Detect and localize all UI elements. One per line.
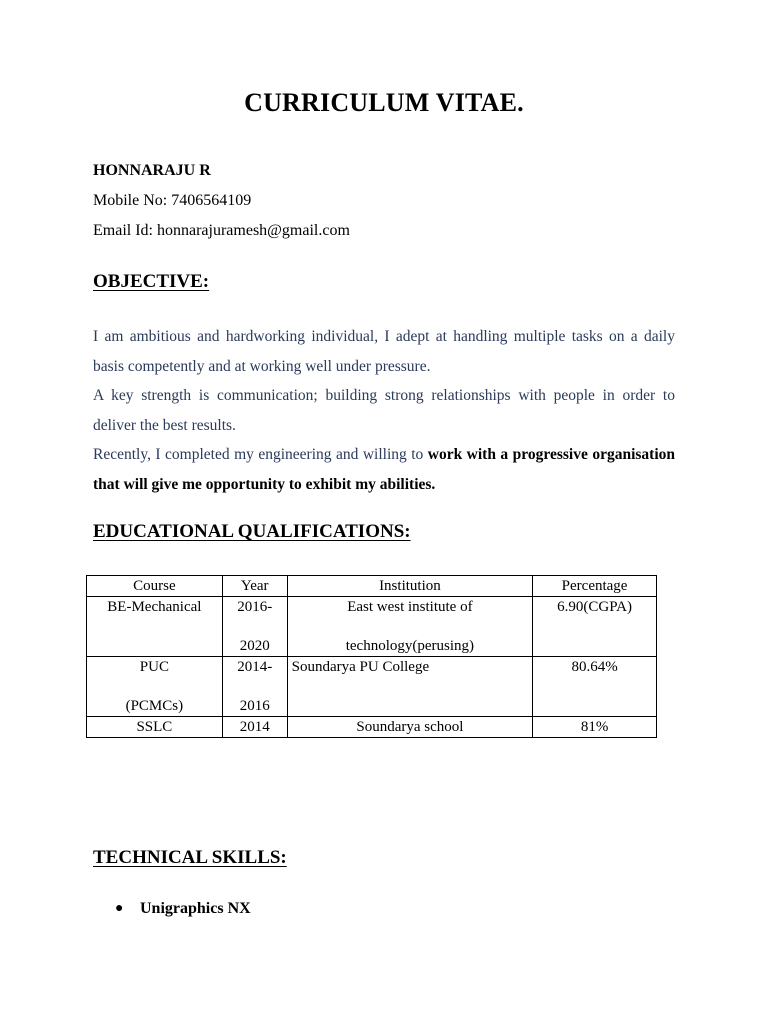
- candidate-name: HONNARAJU R: [93, 162, 211, 179]
- column-header-year: Year: [222, 576, 287, 597]
- table-row: [87, 597, 657, 657]
- year-cell: [222, 717, 287, 738]
- education-table: [86, 575, 657, 738]
- skills-heading: TECHNICAL SKILLS:: [93, 847, 287, 868]
- percentage-value: 80.64%: [571, 659, 618, 675]
- column-header-course: Course: [87, 576, 223, 597]
- table-header-row: [87, 576, 657, 597]
- objective-paragraph-1: I am ambitious and hardworking individual, I adept at handling multiple tasks on a daily basis competently and at working well under pressure.: [93, 328, 675, 375]
- table-row: [87, 657, 657, 717]
- course-cell: [87, 657, 223, 717]
- year-cell: [222, 597, 287, 657]
- percentage-cell: [533, 657, 657, 717]
- skills-list: [115, 900, 251, 918]
- institution-cell: [287, 717, 533, 738]
- percentage-cell: [533, 597, 657, 657]
- course-name: BE-Mechanical: [107, 599, 202, 615]
- year-end: 2020: [239, 638, 270, 654]
- course-cell: [87, 717, 223, 738]
- percentage-cell: [533, 717, 657, 738]
- objective-heading: OBJECTIVE:: [93, 271, 210, 292]
- objective-paragraph-3-end: work with a progressive organisation that will give me opportunity to exhibit my abilities.: [93, 446, 675, 493]
- year-cell: [222, 657, 287, 717]
- document-title: CURRICULUM VITAE.: [244, 88, 524, 117]
- bullet-dot-icon: ●: [115, 901, 124, 916]
- institution-name: Soundarya school: [356, 719, 464, 735]
- course-name: SSLC: [136, 719, 173, 735]
- institution-cell: [287, 597, 533, 657]
- course-name: PUC: [139, 659, 169, 675]
- objective-text: [93, 322, 675, 499]
- table-row: [87, 717, 657, 738]
- institution-name: Soundarya PU College: [291, 659, 430, 675]
- course-cell: [87, 597, 223, 657]
- year-start: 2016-: [237, 599, 273, 615]
- objective-paragraph-3-start: Recently, I completed my engineering and willing to: [93, 446, 428, 463]
- column-header-institution: Institution: [287, 576, 533, 597]
- mobile-number: Mobile No: 7406564109: [93, 192, 252, 209]
- year-value: 2014: [239, 719, 270, 735]
- year-end: 2016: [239, 698, 270, 714]
- percentage-value: 81%: [580, 719, 609, 735]
- course-subjects: (PCMCs): [125, 698, 184, 714]
- percentage-value: 6.90(CGPA): [557, 599, 633, 615]
- institution-name-line-2: technology(perusing): [345, 638, 475, 654]
- objective-paragraph-3: [93, 440, 675, 499]
- year-start: 2014-: [237, 659, 273, 675]
- email-address: Email Id: honnarajuramesh@gmail.com: [93, 222, 350, 239]
- objective-paragraph-2: A key strength is communication; building strong relationships with people in order to deliver the best results.: [93, 387, 675, 434]
- list-item: [115, 900, 251, 918]
- institution-name-line-1: East west institute of: [347, 599, 473, 615]
- institution-cell: [287, 657, 533, 717]
- column-header-percentage: Percentage: [533, 576, 657, 597]
- skill-name: Unigraphics NX: [140, 900, 251, 917]
- education-heading: EDUCATIONAL QUALIFICATIONS:: [93, 521, 411, 542]
